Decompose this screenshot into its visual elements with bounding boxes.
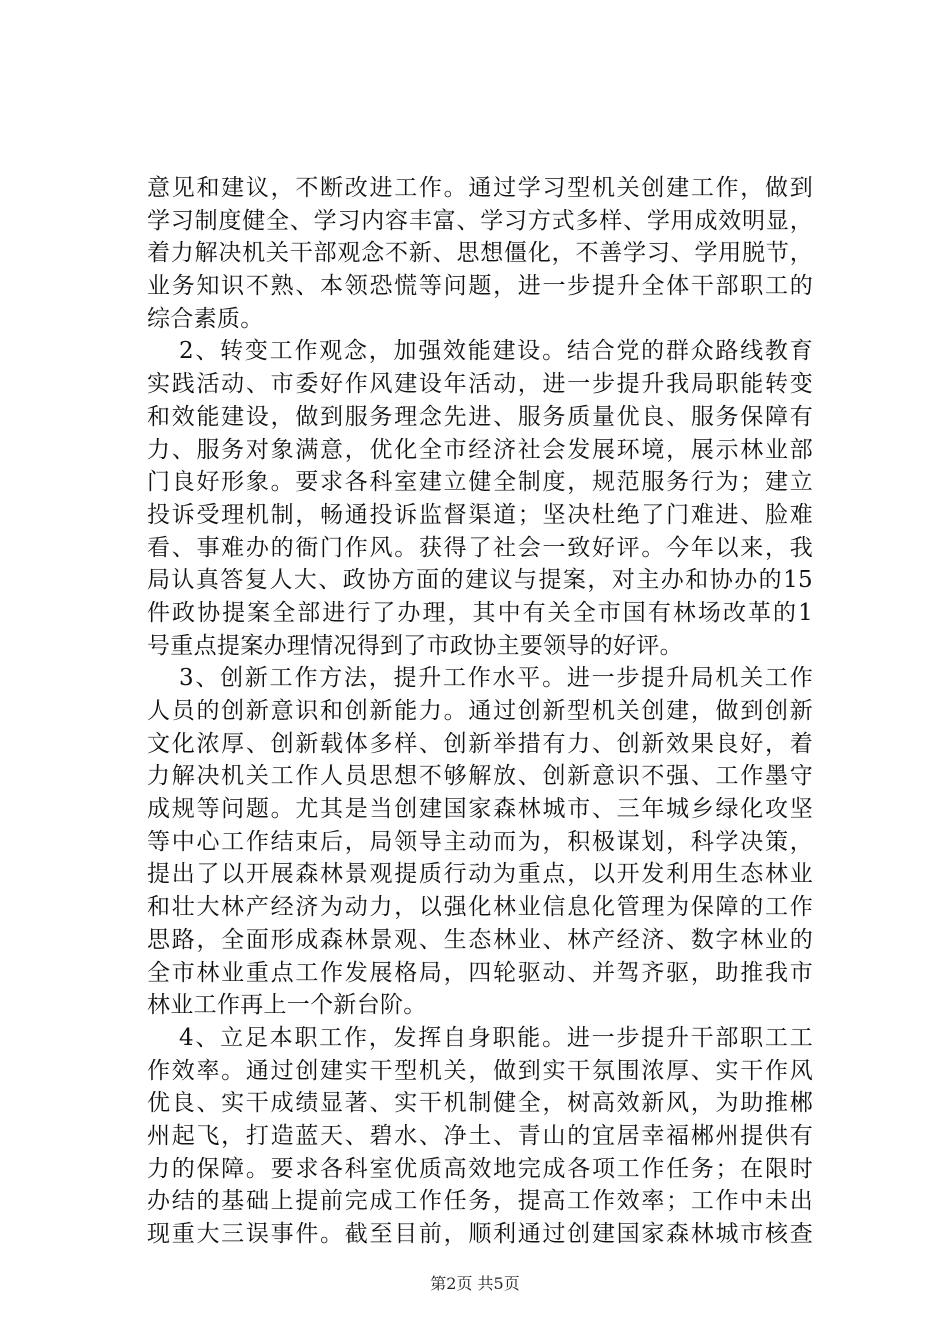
text-line: 思路，全面形成森林景观、生态林业、林产经济、数字林业的 xyxy=(147,926,813,953)
text-line: 人员的创新意识和创新能力。通过创新型机关创建，做到创新 xyxy=(147,698,813,724)
text-line: 号重点提案办理情况得到了市政协主要领导的好评。 xyxy=(147,632,683,659)
text-line: 意见和建议，不断改进工作。通过学习型机关创建工作，做到 xyxy=(147,175,813,201)
text-line: 综合素质。 xyxy=(147,305,264,332)
text-line: 林业工作再上一个新台阶。 xyxy=(147,992,427,1019)
text-line: 和壮大林产经济为动力，以强化林业信息化管理为保障的工作 xyxy=(147,894,813,921)
section-heading-line: 4、立足本职工作，发挥自身职能。进一步提升干部职工工 xyxy=(179,1024,813,1051)
text-line: 优良、实干成绩显著、实干机制健全，树高效新风，为助推郴 xyxy=(147,1090,813,1117)
section-heading-line: 2、转变工作观念，加强效能建设。结合党的群众路线教育 xyxy=(179,338,813,365)
section-heading-line: 3、创新工作方法，提升工作水平。进一步提升局机关工作 xyxy=(179,665,813,692)
text-line: 州起飞，打造蓝天、碧水、净土、青山的宜居幸福郴州提供有 xyxy=(147,1122,813,1149)
text-line: 成规等问题。尤其是当创建国家森林城市、三年城乡绿化攻坚 xyxy=(147,796,813,823)
text-line: 看、事难办的衙门作风。获得了社会一致好评。今年以来，我 xyxy=(147,534,813,561)
text-line: 全市林业重点工作发展格局，四轮驱动、并驾齐驱，助推我市 xyxy=(147,959,813,986)
text-line: 办结的基础上提前完成工作任务，提高工作效率；工作中未出 xyxy=(147,1188,813,1215)
text-line: 实践活动、市委好作风建设年活动，进一步提升我局职能转变 xyxy=(147,371,813,398)
text-line: 等中心工作结束后，局领导主动而为，积极谋划，科学决策， xyxy=(147,828,813,855)
text-line: 作效率。通过创建实干型机关，做到实干氛围浓厚、实干作风 xyxy=(147,1057,813,1084)
text-line: 业务知识不熟、本领恐慌等问题，进一步提升全体干部职工的 xyxy=(147,273,813,300)
page-number-footer: 第2页 共5页 xyxy=(430,1274,520,1293)
text-line: 局认真答复人大、政协方面的建议与提案，对主办和协办的15 xyxy=(147,567,813,594)
text-line: 提出了以开展森林景观提质行动为重点，以开发利用生态林业 xyxy=(147,861,813,888)
text-line: 着力解决机关干部观念不新、思想僵化，不善学习、学用脱节， xyxy=(147,240,813,267)
text-line: 门良好形象。要求各科室建立健全制度，规范服务行为；建立 xyxy=(147,469,813,496)
text-line: 件政协提案全部进行了办理，其中有关全市国有林场改革的1 xyxy=(147,599,813,626)
text-line: 投诉受理机制，畅通投诉监督渠道；坚决杜绝了门难进、脸难 xyxy=(147,501,813,528)
text-line: 力解决机关工作人员思想不够解放、创新意识不强、工作墨守 xyxy=(147,763,813,790)
text-line: 文化浓厚、创新载体多样、创新举措有力、创新效果良好，着 xyxy=(147,730,813,757)
text-line: 现重大三误事件。截至目前，顺利通过创建国家森林城市核查 xyxy=(147,1221,813,1247)
text-line: 和效能建设，做到服务理念先进、服务质量优良、服务保障有 xyxy=(147,403,813,430)
text-line: 学习制度健全、学习内容丰富、学习方式多样、学用成效明显， xyxy=(147,207,813,234)
document-body xyxy=(147,172,813,1251)
text-line: 力、服务对象满意，优化全市经济社会发展环境，展示林业部 xyxy=(147,436,813,463)
text-line: 力的保障。要求各科室优质高效地完成各项工作任务；在限时 xyxy=(147,1155,813,1182)
